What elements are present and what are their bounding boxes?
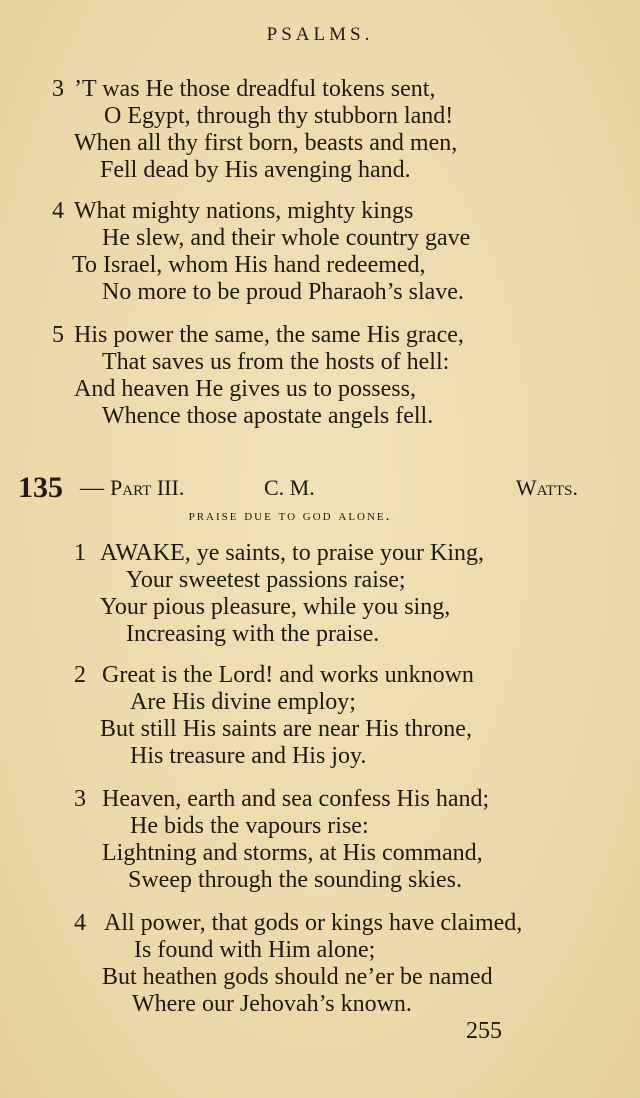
verse-line: He slew, and their whole country gave	[102, 225, 471, 251]
verse-line: But heathen gods should ne’er be named	[102, 964, 493, 990]
verse-line: Your pious pleasure, while you sing,	[100, 594, 451, 620]
verse-line: Your sweetest passions raise;	[126, 567, 406, 593]
verse-line: His power the same, the same His grace,	[74, 322, 464, 348]
verse-line: Fell dead by His avenging hand.	[100, 157, 411, 183]
hymn-author: Watts.	[515, 475, 578, 500]
verse-line: Great is the Lord! and works unknown	[102, 662, 474, 688]
verse-line: Where our Jehovah’s known.	[132, 991, 412, 1017]
hymn-header	[18, 470, 578, 506]
stanza-number: 2	[74, 662, 86, 688]
verse-line: Increasing with the praise.	[126, 621, 380, 647]
verse-line: O Egypt, through thy stubborn land!	[104, 103, 454, 129]
stanza-number: 3	[74, 786, 86, 812]
stanza-number: 5	[52, 322, 64, 348]
hymn-meter: C. M.	[264, 475, 315, 500]
verse-line: What mighty nations, mighty kings	[74, 198, 414, 224]
stanza-number: 4	[52, 198, 64, 224]
verse-line: AWAKE, ye saints, to praise your King,	[100, 540, 485, 566]
stanza-number: 1	[74, 540, 86, 566]
verse-line: When all thy first born, beasts and men,	[74, 130, 458, 156]
verse-line: Whence those apostate angels fell.	[102, 403, 434, 429]
page-number: 255	[466, 1018, 502, 1044]
verse-line: Is found with Him alone;	[134, 937, 376, 963]
verse-line: And heaven He gives us to possess,	[74, 376, 416, 402]
verse-line: That saves us from the hosts of hell:	[102, 349, 450, 375]
verse-line: To Israel, whom His hand redeemed,	[72, 252, 426, 278]
hymn-number: 135	[18, 471, 63, 504]
verse-line: Lightning and storms, at His command,	[102, 840, 483, 866]
verse-line: No more to be proud Pharaoh’s slave.	[102, 279, 464, 305]
verse-line: Heaven, earth and sea confess His hand;	[102, 786, 490, 812]
verse-line: But still His saints are near His throne,	[100, 716, 472, 742]
hymn-dash: —	[80, 475, 104, 501]
verse-line: All power, that gods or kings have claimed,	[104, 910, 523, 936]
running-head: PSALMS.	[266, 24, 374, 45]
verse-line: Are His divine employ;	[130, 689, 356, 715]
hymn-part: Part III.	[110, 475, 185, 500]
stanza-number: 4	[74, 910, 86, 936]
verse-line: He bids the vapours rise:	[130, 813, 369, 839]
verse-line: ’T was He those dreadful tokens sent,	[74, 76, 436, 102]
hymn-subtitle: praise due to god alone.	[188, 508, 392, 524]
verse-line: Sweep through the sounding skies.	[128, 867, 462, 893]
stanza-number: 3	[52, 76, 64, 102]
verse-line: His treasure and His joy.	[130, 743, 367, 769]
